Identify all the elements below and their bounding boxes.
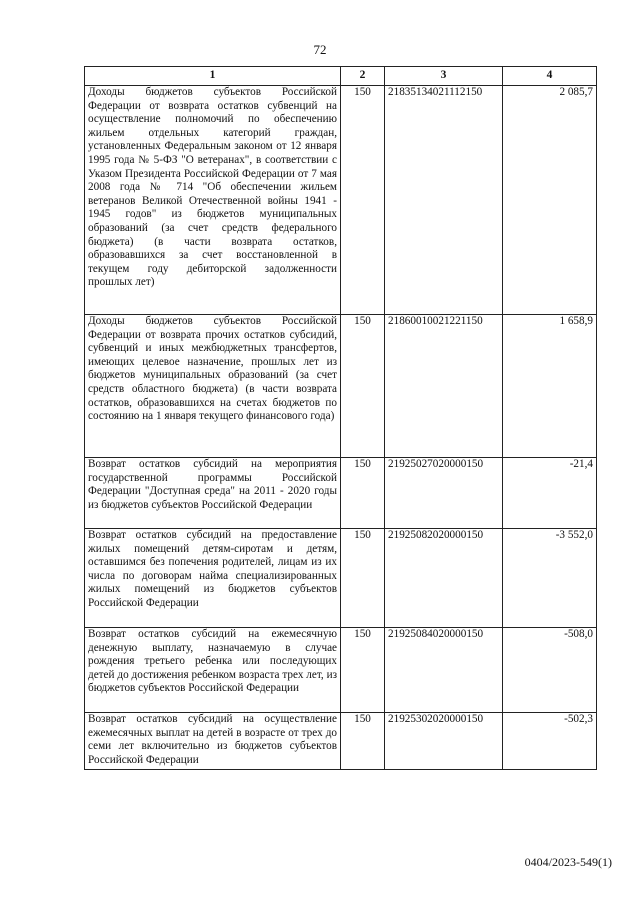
row-description: Возврат остатков субсидий на мероприятия государственной программы Российской Федерации "Доступная среда" на 2011 - 2020 годы из бюджетов субъектов Российской Федерации: [85, 458, 341, 529]
row-code: 150: [341, 315, 385, 458]
row-amount: -21,4: [503, 458, 597, 529]
row-description: Доходы бюджетов субъектов Российской Федерации от возврата остатков субвенций на осуществление полномочий по обеспечению жильем отдельных категорий граждан, установленных Федеральным законом от 12 января 1995 года № 5-ФЗ "О ветеранах", в соответствии с Указом Президента Российской Федерации от 7 мая 2008 года № 714 "Об обеспечении жильем ветеранов Великой Отечественной войны 1941 - 1945 годов" из бюджетов муниципальных образований (за счет средств федерального бюджета) (в части возврата остатков, образовавшихся за счет восстановленной в текущем году дебиторской задолженности прошлых лет): [85, 86, 341, 315]
row-code: 150: [341, 86, 385, 315]
table-row: [85, 628, 597, 713]
row-code: 150: [341, 713, 385, 770]
column-header-code: 2: [341, 67, 385, 86]
table-row: [85, 315, 597, 458]
row-amount: -3 552,0: [503, 529, 597, 628]
row-kbk: 21925027020000150: [385, 458, 503, 529]
row-amount: -508,0: [503, 628, 597, 713]
row-amount: 2 085,7: [503, 86, 597, 315]
page-number: 72: [313, 42, 327, 57]
column-header-amount: 4: [503, 67, 597, 86]
table-header-row: [85, 67, 597, 86]
budget-revenue-table: [84, 66, 597, 770]
table-row: [85, 713, 597, 770]
table-row: [85, 529, 597, 628]
row-amount: 1 658,9: [503, 315, 597, 458]
column-header-description: 1: [85, 67, 341, 86]
row-description: Возврат остатков субсидий на предоставление жилых помещений детям-сиротам и детям, оставшимся без попечения родителей, лицам из их числа по договорам найма специализированных жилых помещений из бюджетов субъектов Российской Федерации: [85, 529, 341, 628]
table-row: [85, 458, 597, 529]
table-row: [85, 86, 597, 315]
row-code: 150: [341, 628, 385, 713]
row-kbk: 21925084020000150: [385, 628, 503, 713]
row-kbk: 21860010021221150: [385, 315, 503, 458]
row-description: Возврат остатков субсидий на ежемесячную денежную выплату, назначаемую в случае рождения третьего ребенка или последующих детей до достижения ребенком возраста трех лет, из бюджетов субъектов Российской Федерации: [85, 628, 341, 713]
document-id: 0404/2023-549(1): [524, 855, 612, 869]
row-kbk: 21925302020000150: [385, 713, 503, 770]
row-amount: -502,3: [503, 713, 597, 770]
row-description: Доходы бюджетов субъектов Российской Федерации от возврата прочих остатков субсидий, субвенций и иных межбюджетных трансфертов, имеющих целевое назначение, прошлых лет из бюджетов муниципальных образований (за счет средств областного бюджета) (в части возврата остатков, образовавшихся на счетах бюджетов по состоянию на 1 января текущего финансового года): [85, 315, 341, 458]
column-header-kbk: 3: [385, 67, 503, 86]
row-kbk: 21925082020000150: [385, 529, 503, 628]
row-description: Возврат остатков субсидий на осуществление ежемесячных выплат на детей в возрасте от трех до семи лет включительно из бюджетов субъектов Российской Федерации: [85, 713, 341, 770]
row-code: 150: [341, 458, 385, 529]
row-kbk: 21835134021112150: [385, 86, 503, 315]
row-code: 150: [341, 529, 385, 628]
